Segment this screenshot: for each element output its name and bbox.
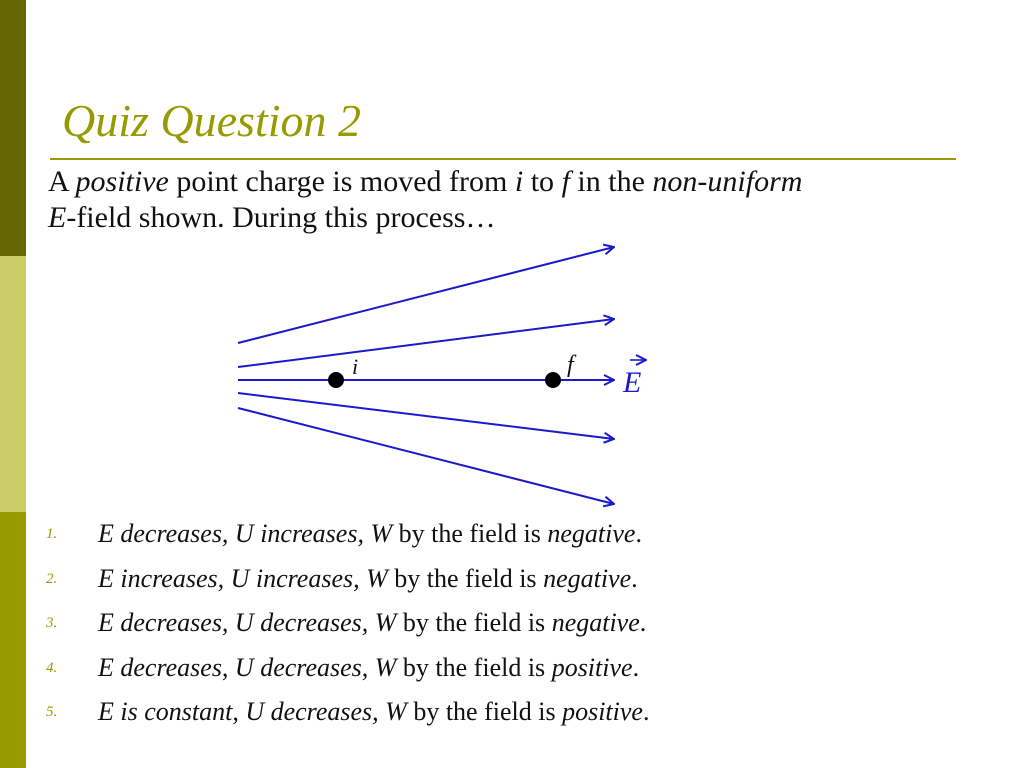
field-line-5 [238, 408, 614, 504]
answer-lead: E decreases, U decreases, W [98, 608, 403, 637]
point-final-label: f [567, 352, 574, 378]
point-initial [328, 372, 344, 388]
answer-mid: by the field is [413, 697, 563, 726]
question-part: point charge is moved from [168, 165, 515, 198]
answer-sign: positive [551, 652, 633, 682]
answer-text [98, 692, 649, 732]
question-part: to [523, 165, 562, 198]
answer-lead: E is constant, U decreases, W [98, 697, 414, 726]
question-part: -field shown. During this process… [66, 201, 496, 234]
field-line-1 [238, 247, 614, 343]
answer-option[interactable] [40, 603, 1000, 648]
answer-text [98, 648, 639, 688]
answer-option[interactable] [40, 514, 1000, 559]
answer-end: . [642, 697, 650, 726]
question-part-i: i [514, 165, 524, 198]
answer-option[interactable] [40, 692, 1000, 737]
answer-text [98, 559, 638, 599]
answer-mid: by the field is [402, 608, 552, 637]
question-part-non-uniform: non-uniform [652, 165, 803, 198]
question-part-f: f [561, 165, 570, 198]
field-label: E [623, 366, 642, 399]
answer-number: 5. [46, 704, 58, 720]
answer-mid: by the field is [394, 563, 544, 593]
answer-end: . [635, 519, 642, 548]
answer-end: . [639, 608, 647, 637]
answer-number: 3. [46, 615, 58, 631]
field-line-4 [238, 393, 614, 439]
field-line-2 [238, 319, 614, 367]
answer-sign: positive [562, 697, 643, 726]
answer-text [98, 603, 646, 643]
point-initial-label: i [352, 354, 359, 379]
answer-number: 1. [46, 526, 58, 542]
question-part-e: E [48, 201, 67, 234]
answer-option[interactable] [40, 559, 1000, 604]
answer-mid: by the field is [402, 652, 552, 682]
question-part: A [48, 165, 76, 198]
answer-sign: negative [547, 519, 636, 548]
point-final [545, 372, 561, 388]
answer-mid: by the field is [398, 519, 548, 548]
question-part-positive: positive [75, 165, 169, 198]
answer-sign: negative [551, 608, 640, 637]
answer-end: . [631, 563, 638, 593]
answer-text [98, 514, 642, 554]
question-part: in the [569, 165, 653, 198]
answer-sign: negative [543, 563, 632, 593]
answer-number: 4. [46, 659, 58, 676]
slide-title: Quiz Question 2 [62, 95, 361, 146]
answer-number: 2. [46, 570, 58, 587]
answer-lead: E increases, U increases, W [98, 563, 395, 593]
answer-option[interactable] [40, 648, 1000, 693]
answer-list [40, 514, 1000, 737]
answer-lead: E decreases, U decreases, W [98, 652, 403, 682]
answer-end: . [632, 652, 640, 682]
answer-lead: E decreases, U increases, W [98, 519, 399, 548]
